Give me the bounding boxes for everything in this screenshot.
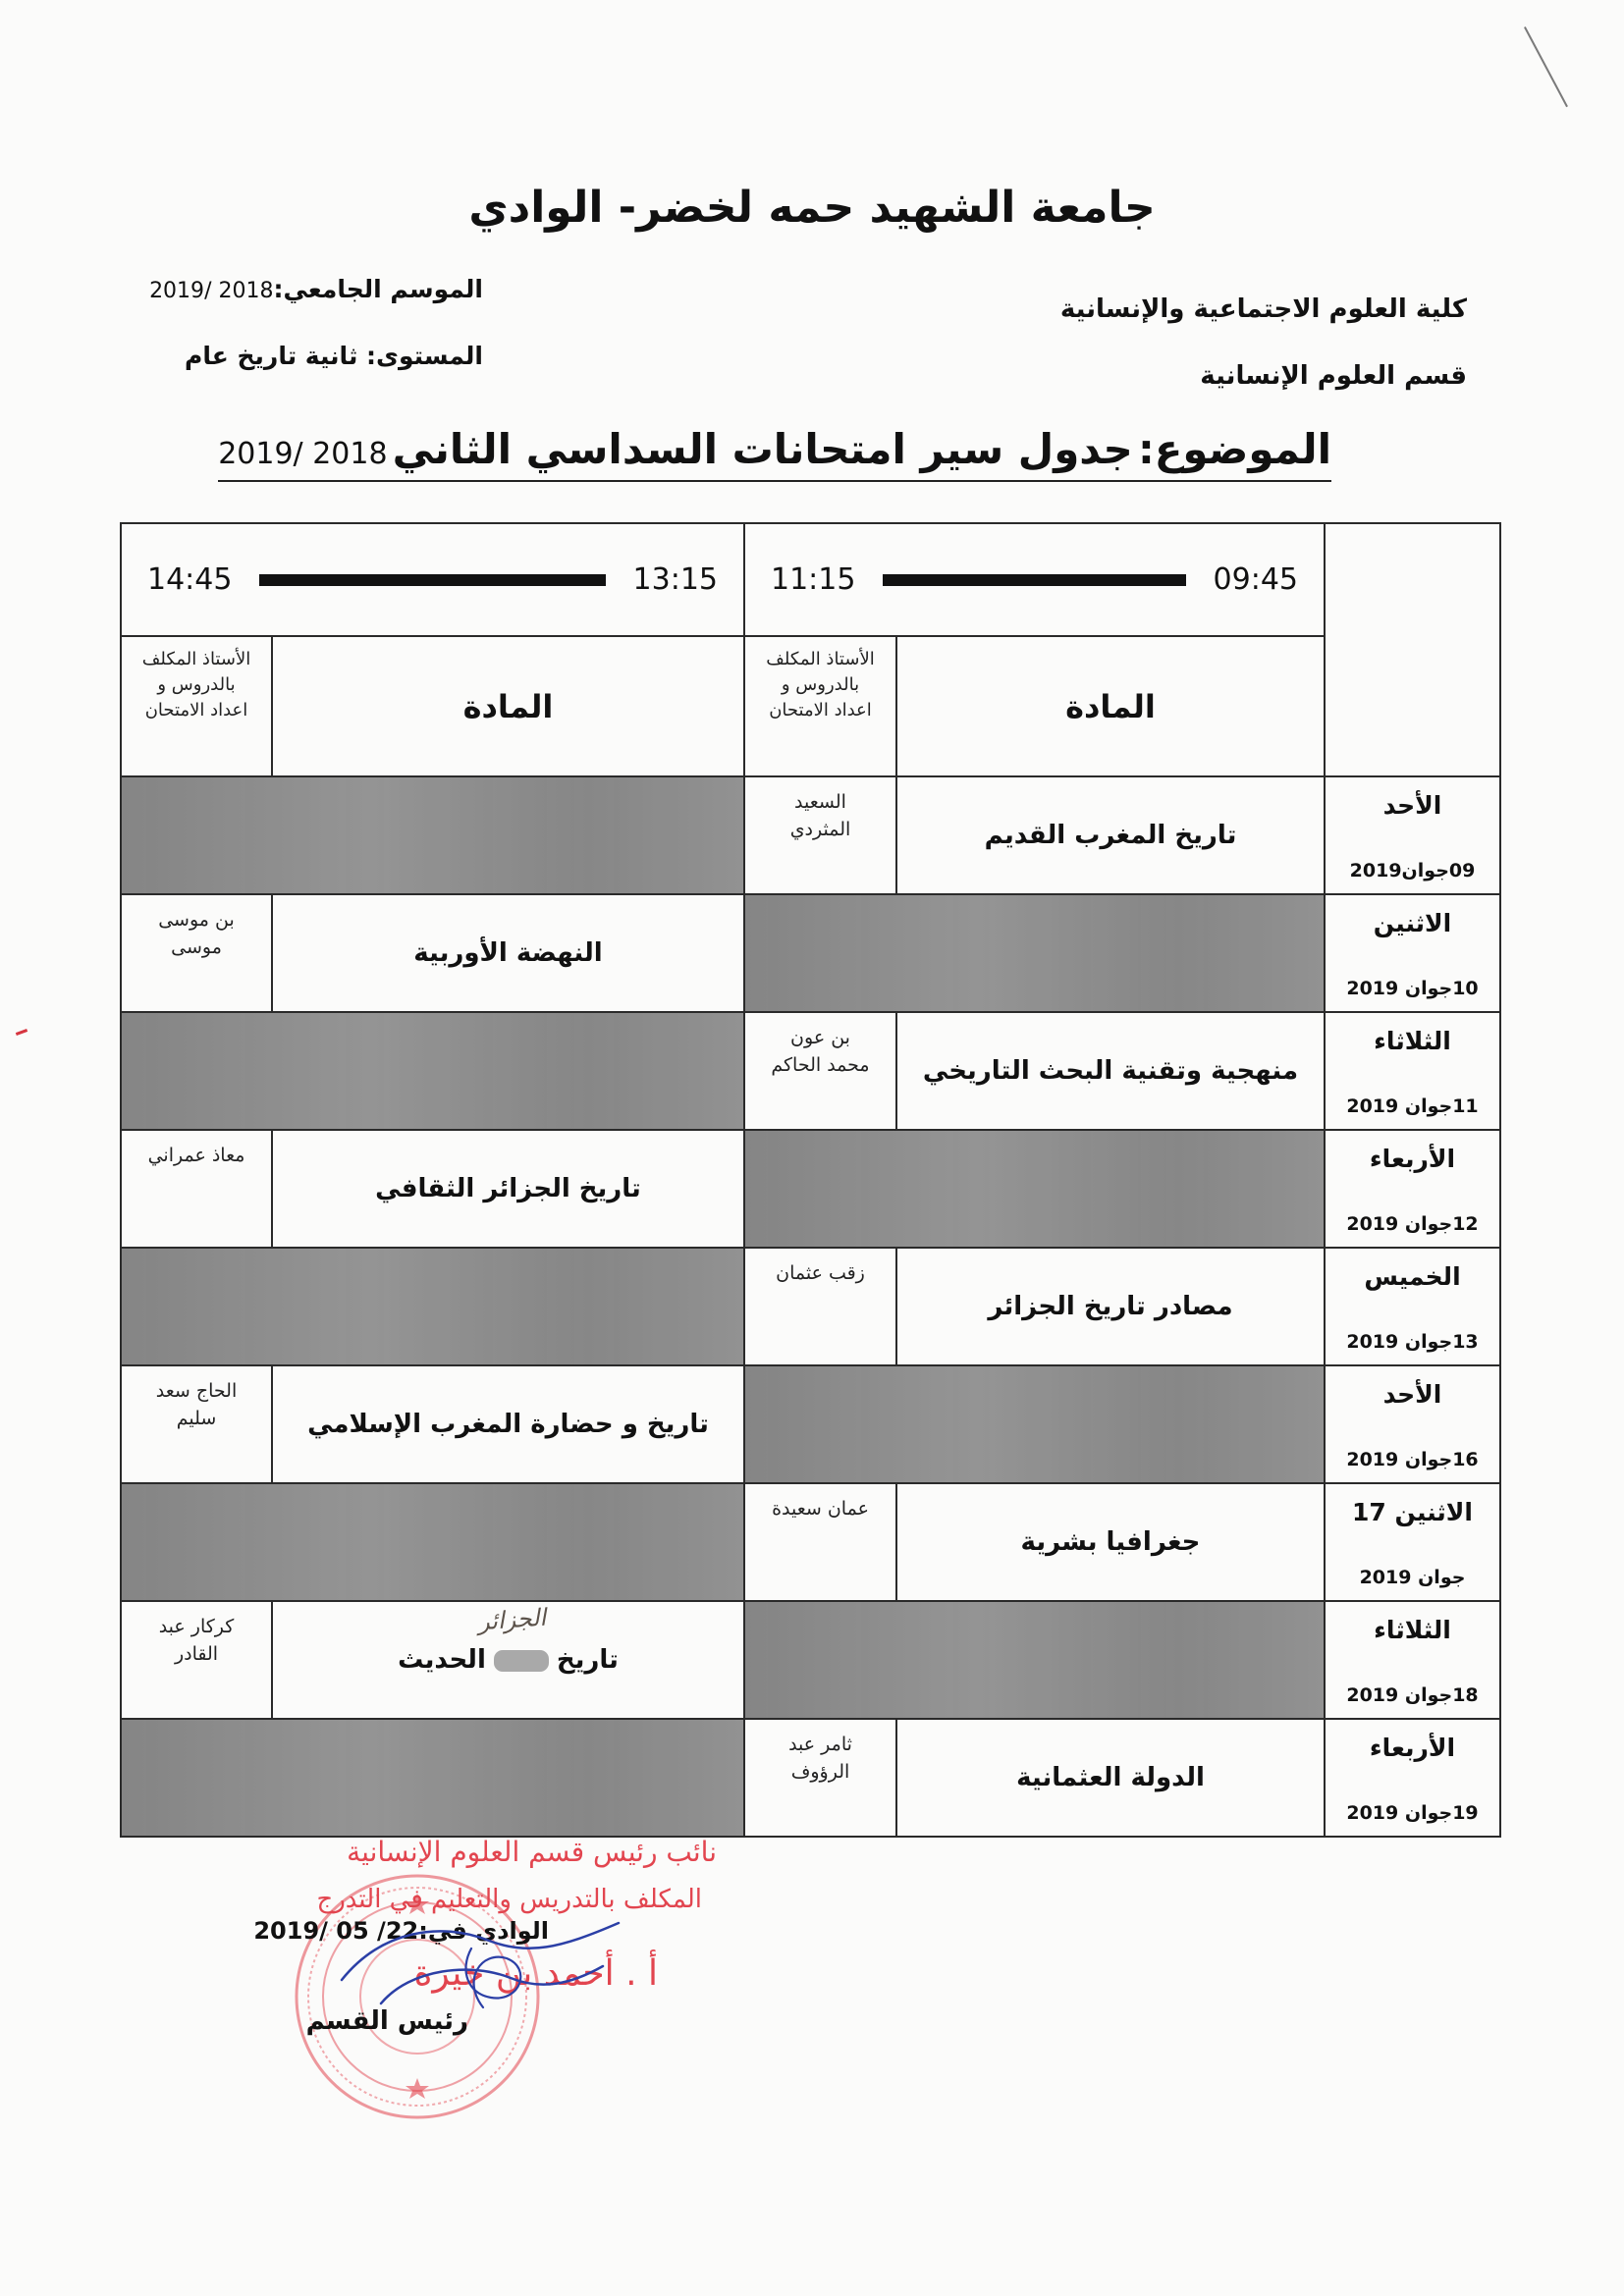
teacher-name-line: سليم bbox=[176, 1407, 217, 1429]
afternoon-subject-cell bbox=[272, 1130, 744, 1248]
exam-date: 11جوان 2019 bbox=[1346, 1095, 1479, 1117]
teacher-name-line: بن عون bbox=[790, 1027, 850, 1048]
day-block bbox=[1326, 1484, 1499, 1598]
exam-subject: منهجية وتقنية البحث التاريخي bbox=[922, 1056, 1299, 1086]
scan-artifact-line bbox=[1524, 27, 1568, 107]
morning-start-time: 09:45 bbox=[1213, 562, 1298, 597]
academic-season bbox=[149, 275, 483, 303]
afternoon-subject-header: المادة bbox=[272, 636, 744, 776]
day-block bbox=[1326, 895, 1499, 1009]
morning-empty-slot bbox=[744, 894, 1325, 1012]
afternoon-time-slot bbox=[121, 523, 744, 636]
exam-subject: مصادر تاريخ الجزائر bbox=[988, 1292, 1233, 1321]
afternoon-time-range bbox=[122, 525, 743, 634]
day-block bbox=[1326, 1249, 1499, 1362]
morning-teacher-header bbox=[744, 636, 896, 776]
teacher-header-line: الأستاذ المكلف bbox=[766, 649, 875, 669]
place-and-date: الوادي في:22/ 05 /2019 bbox=[253, 1917, 549, 1945]
season-label: الموسم الجامعي: bbox=[273, 275, 483, 303]
schedule-row bbox=[121, 894, 1500, 1012]
day-name: الاثنين bbox=[1373, 909, 1452, 937]
afternoon-empty-slot bbox=[121, 1012, 744, 1130]
schedule-row bbox=[121, 1012, 1500, 1130]
teacher-name-line: معاذ عمراني bbox=[147, 1145, 245, 1166]
afternoon-empty-slot bbox=[121, 1719, 744, 1837]
day-block bbox=[1326, 1131, 1499, 1245]
schedule-row bbox=[121, 1365, 1500, 1483]
day-name: الأربعاء bbox=[1369, 1734, 1456, 1762]
exam-date: جوان 2019 bbox=[1359, 1567, 1466, 1588]
stamp-line-title: نائب رئيس قسم العلوم الإنسانية bbox=[347, 1836, 717, 1868]
morning-subject-cell bbox=[896, 1012, 1325, 1130]
day-name: الثلاثاء bbox=[1374, 1027, 1451, 1055]
exam-subject: النهضة الأوربية bbox=[413, 938, 603, 968]
afternoon-teacher-cell bbox=[121, 1130, 272, 1248]
level-value: ثانية تاريخ عام bbox=[185, 342, 358, 370]
exam-date: 13جوان 2019 bbox=[1346, 1331, 1479, 1353]
teacher-name-line: بن موسى bbox=[158, 909, 235, 931]
morning-teacher-cell bbox=[744, 1012, 896, 1130]
teacher-header-line: اعداد الامتحان bbox=[144, 700, 248, 721]
afternoon-empty-slot bbox=[121, 776, 744, 894]
exam-subject: جغرافيا بشرية bbox=[1020, 1527, 1201, 1557]
day-name: الخميس bbox=[1364, 1262, 1461, 1291]
teacher-name-line: كركار عبد bbox=[158, 1616, 235, 1637]
signatory-title: رئيس القسم bbox=[305, 2006, 468, 2036]
level-label: المستوى: bbox=[366, 342, 483, 370]
exam-subject-tail: الحديث bbox=[398, 1645, 486, 1675]
exam-date: 09جوان2019 bbox=[1349, 860, 1476, 881]
morning-teacher-cell bbox=[744, 1248, 896, 1365]
afternoon-subject-cell bbox=[272, 894, 744, 1012]
day-block bbox=[1326, 1720, 1499, 1834]
morning-empty-slot bbox=[744, 1601, 1325, 1719]
stamp-line-role: المكلف بالتدريس والتعليم في التدرج bbox=[316, 1885, 702, 1914]
teacher-name-line: محمد الحاكم bbox=[771, 1053, 870, 1076]
afternoon-subject-cell bbox=[272, 1601, 744, 1719]
morning-empty-slot bbox=[744, 1130, 1325, 1248]
day-cell bbox=[1325, 776, 1500, 894]
day-cell bbox=[1325, 894, 1500, 1012]
afternoon-teacher-cell bbox=[121, 894, 272, 1012]
exam-date: 10جوان 2019 bbox=[1346, 978, 1479, 999]
day-name: الأحد bbox=[1382, 791, 1442, 820]
morning-empty-slot bbox=[744, 1365, 1325, 1483]
teacher-name-line: القادر bbox=[174, 1642, 219, 1665]
afternoon-start-time: 13:15 bbox=[632, 562, 718, 597]
teacher-name-line: موسى bbox=[171, 935, 222, 958]
teacher-name-line: السعيد bbox=[794, 791, 846, 813]
day-block bbox=[1326, 777, 1499, 891]
subject-value: جدول سير امتحانات السداسي الثاني bbox=[392, 425, 1133, 473]
handwritten-signature bbox=[324, 1909, 638, 2017]
morning-subject-cell bbox=[896, 1248, 1325, 1365]
morning-subject-header: المادة bbox=[896, 636, 1325, 776]
morning-subject-cell bbox=[896, 776, 1325, 894]
schedule-row bbox=[121, 1130, 1500, 1248]
exam-subject: تاريخ الجزائر الثقافي bbox=[375, 1174, 641, 1203]
exam-subject: تاريخ و حضارة المغرب الإسلامي bbox=[307, 1410, 709, 1439]
time-range-bar bbox=[259, 574, 605, 586]
teacher-header-line: اعداد الامتحان bbox=[769, 700, 872, 721]
day-name: الأربعاء bbox=[1369, 1145, 1456, 1173]
schedule-row bbox=[121, 1483, 1500, 1601]
morning-subject-cell bbox=[896, 1719, 1325, 1837]
day-cell bbox=[1325, 1248, 1500, 1365]
day-cell bbox=[1325, 1130, 1500, 1248]
teacher-name-line: المثردي bbox=[789, 818, 851, 840]
exam-subject: تاريخ المغرب القديم bbox=[984, 821, 1237, 850]
afternoon-subject-cell bbox=[272, 1365, 744, 1483]
afternoon-teacher-cell bbox=[121, 1601, 272, 1719]
stamp-signatory-name: أ . أحمد بن خيرة bbox=[413, 1953, 658, 1994]
exam-subject: الدولة العثمانية bbox=[1016, 1763, 1205, 1792]
handwritten-correction: الجزائر bbox=[476, 1603, 547, 1636]
day-block bbox=[1326, 1366, 1499, 1480]
exam-date: 12جوان 2019 bbox=[1346, 1213, 1479, 1235]
study-level bbox=[185, 342, 483, 370]
morning-subject-cell bbox=[896, 1483, 1325, 1601]
day-name: الاثنين 17 bbox=[1352, 1498, 1473, 1526]
red-pen-mark bbox=[16, 1029, 27, 1036]
corner-cell bbox=[1325, 523, 1500, 776]
crossed-out-word-blot bbox=[494, 1650, 549, 1672]
subject-year: 2018 /2019 bbox=[218, 437, 388, 471]
teacher-header-line: الأستاذ المكلف bbox=[141, 649, 251, 669]
day-cell bbox=[1325, 1365, 1500, 1483]
document-subject bbox=[218, 424, 1331, 482]
time-range-bar bbox=[883, 574, 1185, 586]
exam-date: 19جوان 2019 bbox=[1346, 1802, 1479, 1824]
schedule-body bbox=[121, 776, 1500, 1837]
afternoon-empty-slot bbox=[121, 1483, 744, 1601]
column-header-row bbox=[121, 636, 1500, 776]
season-value: 2018 /2019 bbox=[149, 279, 274, 303]
teacher-name-line: الرؤوف bbox=[790, 1760, 850, 1783]
teacher-header-line: بالدروس و bbox=[157, 674, 236, 696]
university-title: جامعة الشهيد حمه لخضر- الوادي bbox=[468, 183, 1156, 233]
schedule-row bbox=[121, 1601, 1500, 1719]
morning-teacher-cell bbox=[744, 1483, 896, 1601]
exam-schedule-table bbox=[120, 522, 1501, 1838]
time-slot-row bbox=[121, 523, 1500, 636]
afternoon-teacher-header bbox=[121, 636, 272, 776]
teacher-name-line: ثامر عبد bbox=[788, 1734, 852, 1755]
afternoon-empty-slot bbox=[121, 1248, 744, 1365]
schedule-row bbox=[121, 776, 1500, 894]
faculty-name: كلية العلوم الاجتماعية والإنسانية bbox=[1059, 294, 1467, 324]
schedule-row bbox=[121, 1248, 1500, 1365]
morning-time-range bbox=[745, 525, 1324, 634]
morning-teacher-cell bbox=[744, 776, 896, 894]
teacher-header-line: بالدروس و bbox=[781, 674, 860, 696]
day-cell bbox=[1325, 1012, 1500, 1130]
day-cell bbox=[1325, 1483, 1500, 1601]
exam-date: 18جوان 2019 bbox=[1346, 1684, 1479, 1706]
day-cell bbox=[1325, 1601, 1500, 1719]
morning-teacher-cell bbox=[744, 1719, 896, 1837]
schedule-row bbox=[121, 1719, 1500, 1837]
day-block bbox=[1326, 1013, 1499, 1127]
exam-date: 16جوان 2019 bbox=[1346, 1449, 1479, 1470]
afternoon-teacher-cell bbox=[121, 1365, 272, 1483]
department-name: قسم العلوم الإنسانية bbox=[1200, 361, 1467, 391]
day-cell bbox=[1325, 1719, 1500, 1837]
teacher-name-line: الحاج سعد bbox=[155, 1380, 238, 1402]
afternoon-end-time: 14:45 bbox=[147, 562, 233, 597]
teacher-name-line: عمان سعيدة bbox=[772, 1498, 869, 1520]
day-block bbox=[1326, 1602, 1499, 1716]
exam-subject: تاريخ bbox=[556, 1645, 619, 1675]
subject-label: الموضوع: bbox=[1137, 425, 1331, 473]
day-name: الثلاثاء bbox=[1374, 1616, 1451, 1644]
teacher-name-line: زقب عثمان bbox=[776, 1262, 865, 1284]
morning-time-slot bbox=[744, 523, 1325, 636]
morning-end-time: 11:15 bbox=[771, 562, 856, 597]
day-name: الأحد bbox=[1382, 1380, 1442, 1409]
